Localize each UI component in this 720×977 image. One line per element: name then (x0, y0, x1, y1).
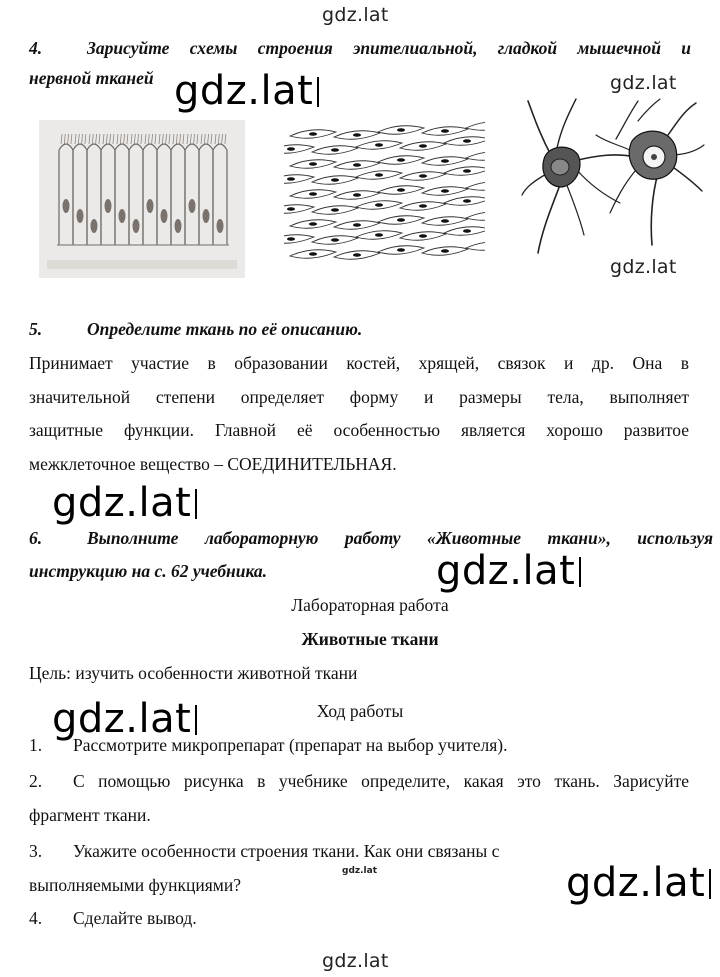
task-6-number: 6. (29, 528, 43, 548)
task-6-line1: Выполните лабораторную работу «Животные ткани», используя (87, 528, 713, 548)
task-4 (29, 33, 691, 93)
watermark-right-mid: gdz.lat (610, 256, 677, 278)
lab-goal: Цель: изучить особенности животной ткани (29, 663, 358, 683)
watermark-top: gdz.lat (322, 4, 389, 26)
task-4-number: 4. (29, 38, 43, 58)
watermark-tiny: gdz.lat (342, 866, 378, 876)
watermark-bottom: gdz.lat (322, 950, 389, 972)
watermark-right-top: gdz.lat (610, 72, 677, 94)
lab-step-3-number: 3. (29, 841, 43, 861)
watermark-big-1: gdz.lat (174, 68, 319, 114)
task-4-line2: нервной тканей (29, 68, 154, 88)
lab-step-3 (29, 834, 589, 902)
nerve-tissue-drawing (520, 95, 705, 255)
task-5-line-4: межклеточное вещество – СОЕДИНИТЕЛЬНАЯ. (29, 453, 397, 474)
task-6 (29, 522, 713, 588)
watermark-big-4: gdz.lat (52, 696, 197, 742)
lab-step-4-text: Сделайте вывод. (73, 908, 197, 928)
lab-step-4 (29, 903, 197, 933)
lab-step-2 (29, 764, 689, 832)
task-5-number: 5. (29, 319, 43, 339)
task-5-title: Определите ткань по её описанию. (87, 319, 363, 339)
task-4-line1: Зарисуйте схемы строения эпителиальной, гладкой мышечной и (87, 38, 691, 58)
lab-step-2-number: 2. (29, 771, 43, 791)
lab-title: Животные ткани (301, 629, 439, 649)
task-5-answer (29, 347, 689, 481)
task-5 (29, 314, 691, 344)
lab-progress-heading: Ход работы (316, 701, 404, 721)
lab-step-1-number: 1. (29, 735, 43, 755)
task-5-line-3: защитные функции. Главной её особенностью является хорошо развитое (29, 420, 689, 440)
lab-step-4-number: 4. (29, 908, 43, 928)
task-5-line-1: Принимает участие в образовании костей, хрящей, связок и др. Она в (29, 353, 689, 373)
lab-step-1 (29, 730, 699, 760)
smooth-muscle-tissue-drawing (284, 120, 485, 260)
watermark-big-2: gdz.lat (52, 480, 197, 526)
task-5-line-2: значительной степени определяет форму и размеры тела, выполняет (29, 386, 689, 407)
watermark-big-5: gdz.lat (566, 860, 711, 906)
lab-step-1-text: Рассмотрите микропрепарат (препарат на выбор учителя). (73, 735, 508, 755)
lab-step-2-text-cont: фрагмент ткани. (29, 805, 151, 825)
task-6-line2: инструкцию на с. 62 учебника. (29, 561, 268, 581)
epithelial-tissue-drawing (39, 120, 245, 278)
lab-step-3-text-cont: выполняемыми функциями? (29, 875, 241, 895)
watermark-big-3: gdz.lat (436, 548, 581, 594)
lab-step-2-text: С помощью рисунка в учебнике определите, какая это ткань. Зарисуйте (73, 771, 689, 791)
lab-heading: Лабораторная работа (291, 595, 449, 615)
lab-step-3-text: Укажите особенности строения ткани. Как они связаны с (73, 841, 500, 861)
